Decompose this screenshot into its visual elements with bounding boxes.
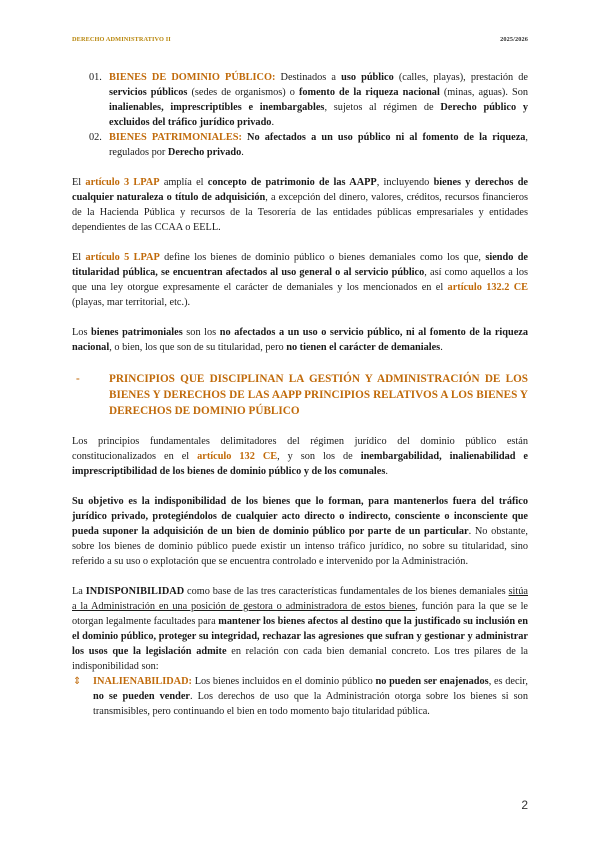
bold-run: concepto de patrimonio de las AAPP	[207, 177, 377, 188]
law-reference: artículo 3 LPAP	[85, 177, 160, 188]
bold-run: Derecho público y excluidos del tráfico jurídico privado	[109, 102, 529, 128]
paragraph-objetivo	[72, 494, 528, 569]
text-run: como base de las tres características fundamentales de los bienes demaniales	[184, 586, 509, 597]
running-header-year: 2025/2026	[500, 36, 528, 43]
bold-run: bienes y derechos de cualquier naturaleza o título de adquisición	[72, 177, 528, 203]
underlined-run: sitúa a la Administración en una posición de gestora o administradora de estos bienes	[72, 586, 528, 612]
text-run: . No obstante, sobre los bienes de dominio público puede existir un intenso tráfico jurídico, no sobre su titularidad, sino referido a su uso o explotación que se encuentra controlado e intervenido por la Administración.	[72, 526, 528, 567]
section-title: PRINCIPIOS QUE DISCIPLINAN LA GESTIÓN Y ADMINISTRACIÓN DE LOS BIENES Y DERECHOS DE LAS AAPP PRINCIPIOS RELATIVOS A LOS BIENES Y DERECHOS DE DOMINIO PÚBLICO	[109, 373, 528, 417]
bullet-title: INALIENABILIDAD:	[93, 676, 192, 687]
text-run: .	[241, 147, 244, 158]
text-run: , es decir,	[488, 676, 528, 687]
list-number: 01.	[89, 72, 102, 83]
text-run: , sujetos al régimen de	[324, 102, 441, 113]
text-run: , a excepción del dinero, valores, créditos, recursos financieros de la Hacienda Pública y recursos de la Tesorería de las entidades públicas empresariales y entidades dependientes de las CCAA o EELL.	[72, 192, 529, 233]
list-item-title: BIENES DE DOMINIO PÚBLICO:	[109, 72, 276, 83]
bold-run: fomento de la riqueza nacional	[298, 87, 440, 98]
law-reference: artículo 132 CE	[197, 451, 278, 462]
bold-run: Su objetivo es la indisponibilidad de los bienes que lo forman, para mantenerlos fuera del tráfico jurídico privado, protegiéndolos de cualquier acto directo o indirecto, consciente o inconsciente que pueda suponer la adquisición de un bien de dominio público por parte de un particular	[72, 496, 528, 537]
text-run: Los	[72, 327, 92, 338]
page-content	[72, 70, 528, 719]
updown-arrow-icon: ⇕	[73, 676, 82, 687]
text-run: son los	[182, 327, 220, 338]
heading-dash: -	[76, 373, 80, 385]
text-run: El	[72, 252, 86, 263]
bold-run: servicios públicos	[109, 87, 188, 98]
text-run: .	[440, 342, 443, 353]
bold-run: mantener los bienes afectos al destino que la justificado su inclusión en el dominio público, proteger su integridad, rechazar las agresiones que sufran y gestionar y administrar los usos que la legislación admite	[72, 616, 528, 657]
law-reference: artículo 132.2 CE	[447, 282, 529, 293]
bold-run: bienes patrimoniales	[91, 327, 183, 338]
paragraph-indisponibilidad	[72, 584, 528, 674]
text-run: (sedes de organismos) o	[187, 87, 299, 98]
text-run: , así como aquellos a los que una ley otorgue expresamente el carácter de demaniales y los mencionados en el	[72, 267, 528, 293]
text-run: , regulados por	[109, 132, 528, 158]
text-run: La	[72, 586, 86, 597]
text-run: . Los derechos de uso que la Administración otorga sobre los bienes si son transmisibles, pero continuando el bien en todo momento bajo titularidad pública.	[93, 691, 528, 717]
list-number: 02.	[89, 132, 102, 143]
bold-run: inembargabilidad, inalienabilidad e imprescriptibilidad de los bienes de dominio público y de los comunales	[72, 451, 528, 477]
law-reference: artículo 5 LPAP	[85, 252, 160, 263]
section-heading	[72, 371, 528, 419]
bold-run: Derecho privado	[167, 147, 242, 158]
bullet-inalienabilidad	[72, 674, 528, 719]
bold-run: no pueden ser enajenados	[375, 676, 489, 687]
list-item-patrimoniales	[72, 130, 528, 160]
list-item-title: BIENES PATRIMONIALES:	[109, 132, 242, 143]
bold-run: no se pueden vender	[93, 691, 190, 702]
text-run: Destinados a	[275, 72, 342, 83]
page-number: 2	[521, 798, 528, 812]
text-run: (playas, mar territorial, etc.).	[72, 297, 191, 308]
text-run: (minas, aguas). Son	[439, 87, 529, 98]
text-run: , o bien, los que son de su titularidad, pero	[109, 342, 287, 353]
text-run: , y son los de	[277, 451, 361, 462]
text-run: Los bienes incluidos en el dominio público	[191, 676, 376, 687]
bold-run: siendo de titularidad pública, se encuentran afectados al uso general o al servicio público	[72, 252, 529, 278]
paragraph-principios	[72, 434, 528, 479]
bold-run: INDISPONIBILIDAD	[85, 586, 185, 597]
list-item-dominio-publico	[72, 70, 528, 130]
text-run: Los principios fundamentales delimitadores del régimen jurídico del dominio público están constitucionalizados en el	[72, 436, 528, 462]
text-run: El	[72, 177, 86, 188]
paragraph-articulo-3	[72, 175, 528, 235]
bold-run: uso público	[341, 72, 394, 83]
text-run: .	[385, 466, 388, 477]
text-run: define los bienes de dominio público o bienes demaniales como los que,	[159, 252, 486, 263]
paragraph-bienes-patrimoniales	[72, 325, 528, 355]
running-header-title: DERECHO ADMINISTRATIVO II	[72, 36, 171, 43]
bold-run: No afectados a un uso público ni al fomento de la riqueza	[241, 132, 526, 143]
bold-run: no afectados a un uso o servicio público, ni al fomento de la riqueza nacional	[72, 327, 529, 353]
text-run: , función para la que se le otorgan legalmente facultades para	[72, 601, 528, 627]
text-run: , incluyendo	[376, 177, 434, 188]
paragraph-articulo-5	[72, 250, 528, 310]
bold-run: no tienen el carácter de demaniales	[286, 342, 441, 353]
text-run: (calles, playas), prestación de	[393, 72, 528, 83]
text-run: en relación con cada bien demanial concreto. Los tres pilares de la indisponibilidad son:	[72, 646, 529, 672]
text-run: amplía el	[159, 177, 208, 188]
text-run: .	[271, 117, 275, 128]
bold-run: inalienables, imprescriptibles e inembargables	[109, 102, 325, 113]
